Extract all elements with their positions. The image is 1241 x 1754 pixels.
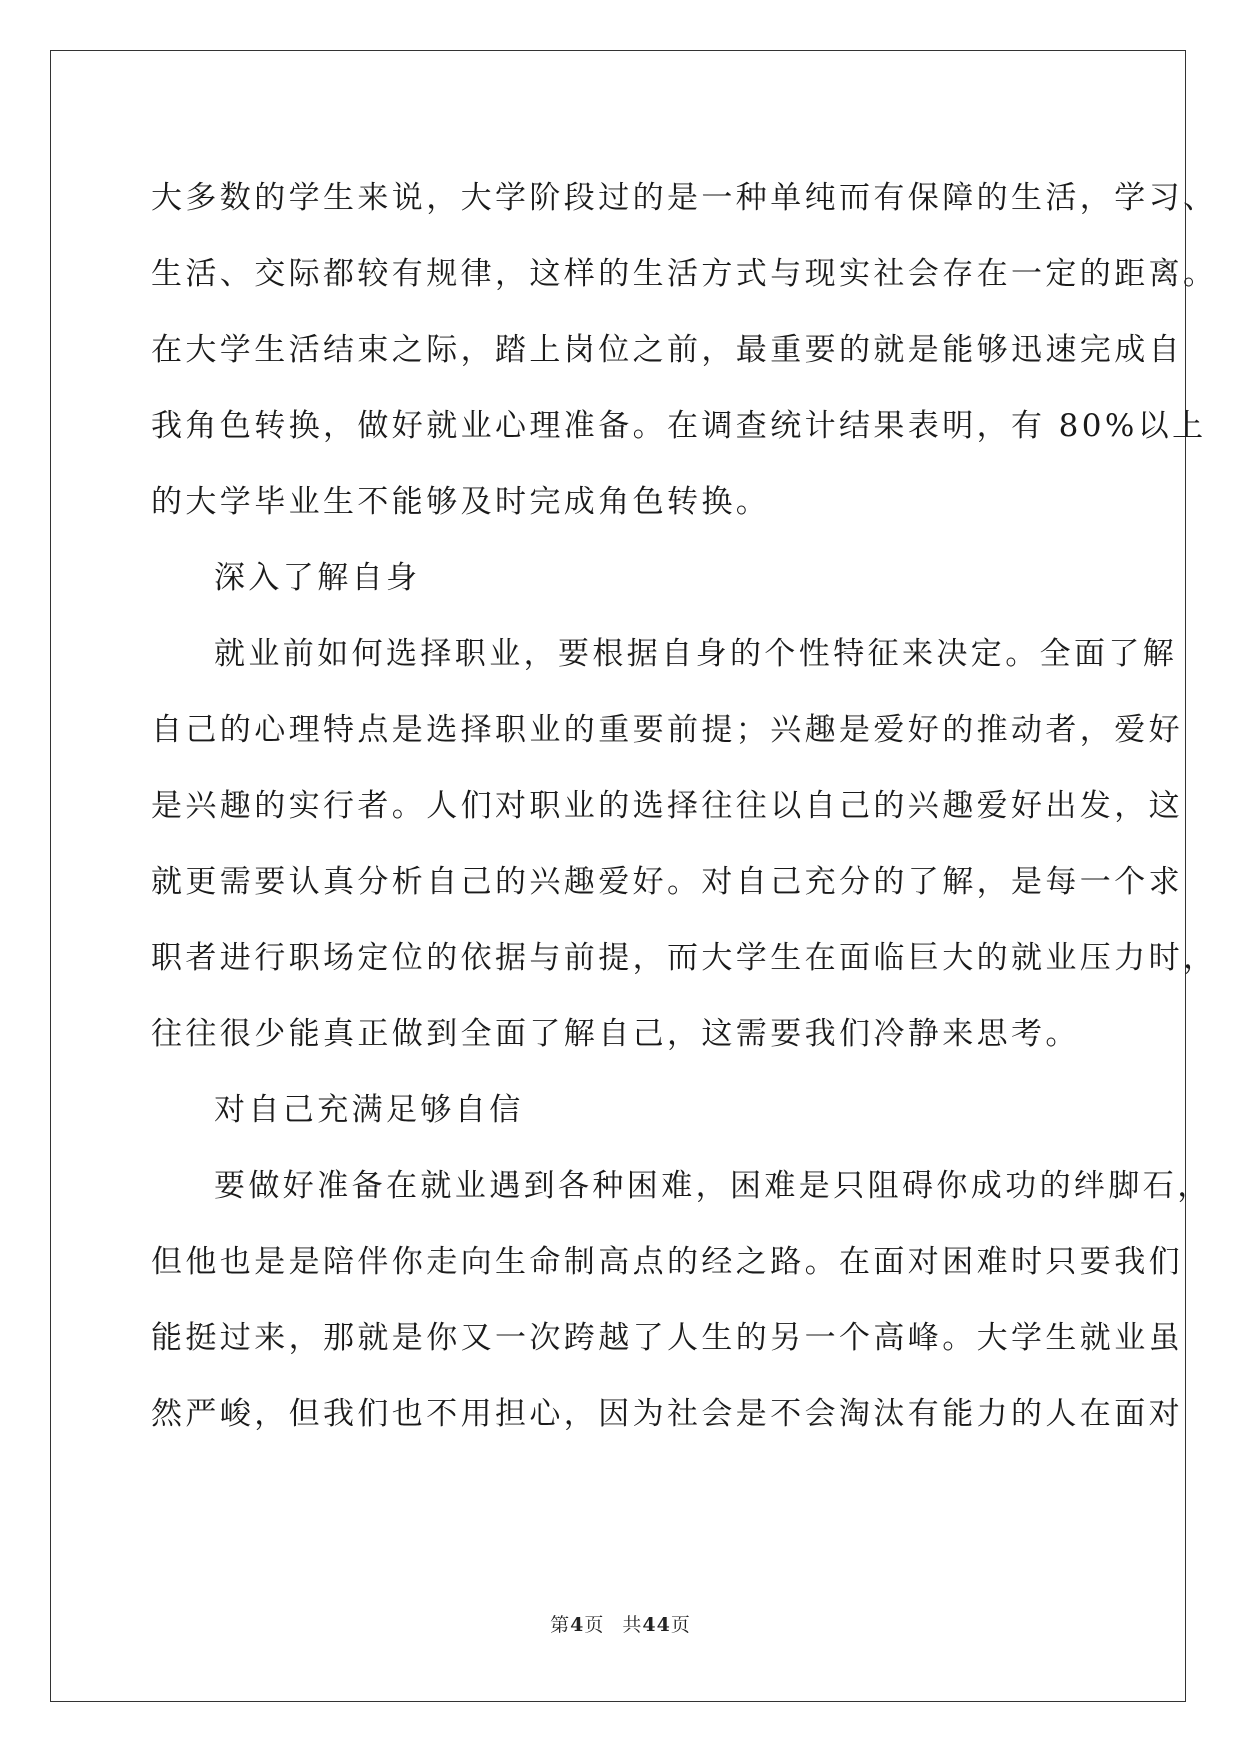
text-line: 往往很少能真正做到全面了解自己，这需要我们冷静来思考。 bbox=[151, 1016, 1080, 1052]
page-suffix: 页 bbox=[584, 1614, 605, 1636]
text-line: 但他也是是陪伴你走向生命制高点的经之路。在面对困难时只要我们 bbox=[151, 1244, 1183, 1280]
total-suffix: 页 bbox=[670, 1614, 691, 1636]
text-line: 能挺过来，那就是你又一次跨越了人生的另一个高峰。大学生就业虽 bbox=[151, 1320, 1183, 1356]
section-heading: 对自己充满足够自信 bbox=[214, 1092, 524, 1128]
total-pages: 44 bbox=[642, 1614, 671, 1636]
text-line: 就业前如何选择职业，要根据自身的个性特征来决定。全面了解 bbox=[214, 636, 1178, 672]
text-line: 生活、交际都较有规律，这样的生活方式与现实社会存在一定的距离。 bbox=[151, 256, 1218, 292]
text-line: 是兴趣的实行者。人们对职业的选择往往以自己的兴趣爱好出发，这 bbox=[151, 788, 1183, 824]
text-line: 大多数的学生来说，大学阶段过的是一种单纯而有保障的生活，学习、 bbox=[151, 180, 1218, 216]
page-footer bbox=[0, 1610, 1241, 1637]
page-prefix: 第 bbox=[550, 1614, 571, 1636]
text-line: 然严峻，但我们也不用担心，因为社会是不会淘汰有能力的人在面对 bbox=[151, 1396, 1183, 1432]
text-line: 要做好准备在就业遇到各种困难，困难是只阻碍你成功的绊脚石， bbox=[214, 1168, 1212, 1204]
text-line: 在大学生活结束之际，踏上岗位之前，最重要的就是能够迅速完成自 bbox=[151, 332, 1183, 368]
document-body bbox=[151, 160, 1218, 1452]
page-number: 4 bbox=[570, 1614, 585, 1636]
text-line: 自己的心理特点是选择职业的重要前提；兴趣是爱好的推动者，爱好 bbox=[151, 712, 1183, 748]
text-line: 的大学毕业生不能够及时完成角色转换。 bbox=[151, 484, 771, 520]
total-prefix: 共 bbox=[622, 1614, 643, 1636]
section-heading: 深入了解自身 bbox=[214, 560, 421, 596]
text-line: 就更需要认真分析自己的兴趣爱好。对自己充分的了解，是每一个求 bbox=[151, 864, 1183, 900]
text-line: 职者进行职场定位的依据与前提，而大学生在面临巨大的就业压力时， bbox=[151, 940, 1218, 976]
text-line: 我角色转换，做好就业心理准备。在调查统计结果表明，有 80%以上 bbox=[151, 408, 1207, 444]
